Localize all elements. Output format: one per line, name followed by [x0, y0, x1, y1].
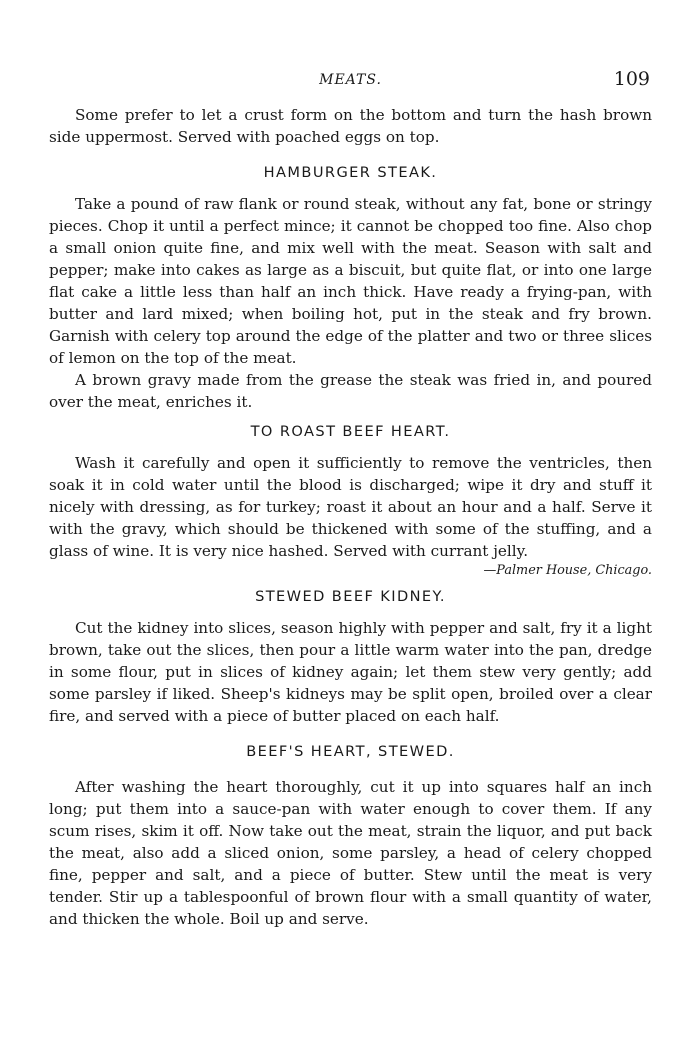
recipe-heading-hamburger-steak: HAMBURGER STEAK.: [263, 164, 438, 181]
running-head: [49, 68, 652, 92]
roast-beef-heart-section: [49, 423, 652, 580]
running-title: MEATS.: [319, 72, 382, 88]
hamburger-steak-section: [49, 164, 652, 413]
recipe-paragraph: Wash it carefully and open it sufficiently to remove the ventricles, then soak it in cold water until the blood is discharged; wipe it dry and stuff it nicely with dressing, as for turkey; roast it about an hour and a half. Serve it with the gravy, which should be thickened with some of the stuffing, and a glass of wine. It is very nice hashed. Served with currant jelly.: [49, 454, 652, 560]
recipe-paragraph: A brown gravy made from the grease the steak was fried in, and poured over the meat, enriches it.: [49, 371, 652, 411]
recipe-paragraph: After washing the heart thoroughly, cut it up into squares half an inch long; put them into a sauce-pan with water enough to cover them. If any scum rises, skim it off. Now take out the meat, strain the liquor, and put back the meat, also add a sliced onion, some parsley, a head of celery chopped fine, pepper and salt, and a piece of butter. Stew until the meat is very tender. Stir up a tablespoonful of brown flour with a small quantity of water, and thicken the whole. Boil up and serve.: [49, 778, 652, 928]
recipe-heading-roast-beef-heart: TO ROAST BEEF HEART.: [250, 423, 451, 440]
recipe-heading-beefs-heart-stewed: BEEF'S HEART, STEWED.: [246, 743, 455, 760]
recipe-attribution: —Palmer House, Chicago.: [483, 563, 652, 578]
recipe-heading-stewed-beef-kidney: STEWED BEEF KIDNEY.: [255, 588, 446, 605]
recipe-paragraph: Cut the kidney into slices, season highly with pepper and salt, fry it a light brown, take out the slices, then pour a little warm water into the pan, dredge in some flour, put in slices of kidney again; let them stew very gently; add some parsley if liked. Sheep's kidneys may be split open, broiled over a clear fire, and served with a piece of butter placed on each half.: [49, 619, 652, 725]
hash-continuation-section: [49, 104, 652, 148]
recipe-paragraph: Take a pound of raw flank or round steak, without any fat, bone or stringy pieces. Chop it until a perfect mince; it cannot be chopped too fine. Also chop a small onion quite fine, and mix well with the meat. Season with salt and pepper; make into cakes as large as a biscuit, but quite flat, or into one large flat cake a little less than half an inch thick. Have ready a frying-pan, with butter and lard mixed; when boiling hot, put in the steak and fry brown. Garnish with celery top around the edge of the platter and two or three slices of lemon on the top of the meat.: [49, 195, 652, 367]
stewed-beef-kidney-section: [49, 588, 652, 727]
page-number: 109: [613, 68, 650, 90]
beefs-heart-stewed-section: [49, 743, 652, 930]
continuation-paragraph: Some prefer to let a crust form on the bottom and turn the hash brown side uppermost. Served with poached eggs on top.: [49, 106, 652, 146]
